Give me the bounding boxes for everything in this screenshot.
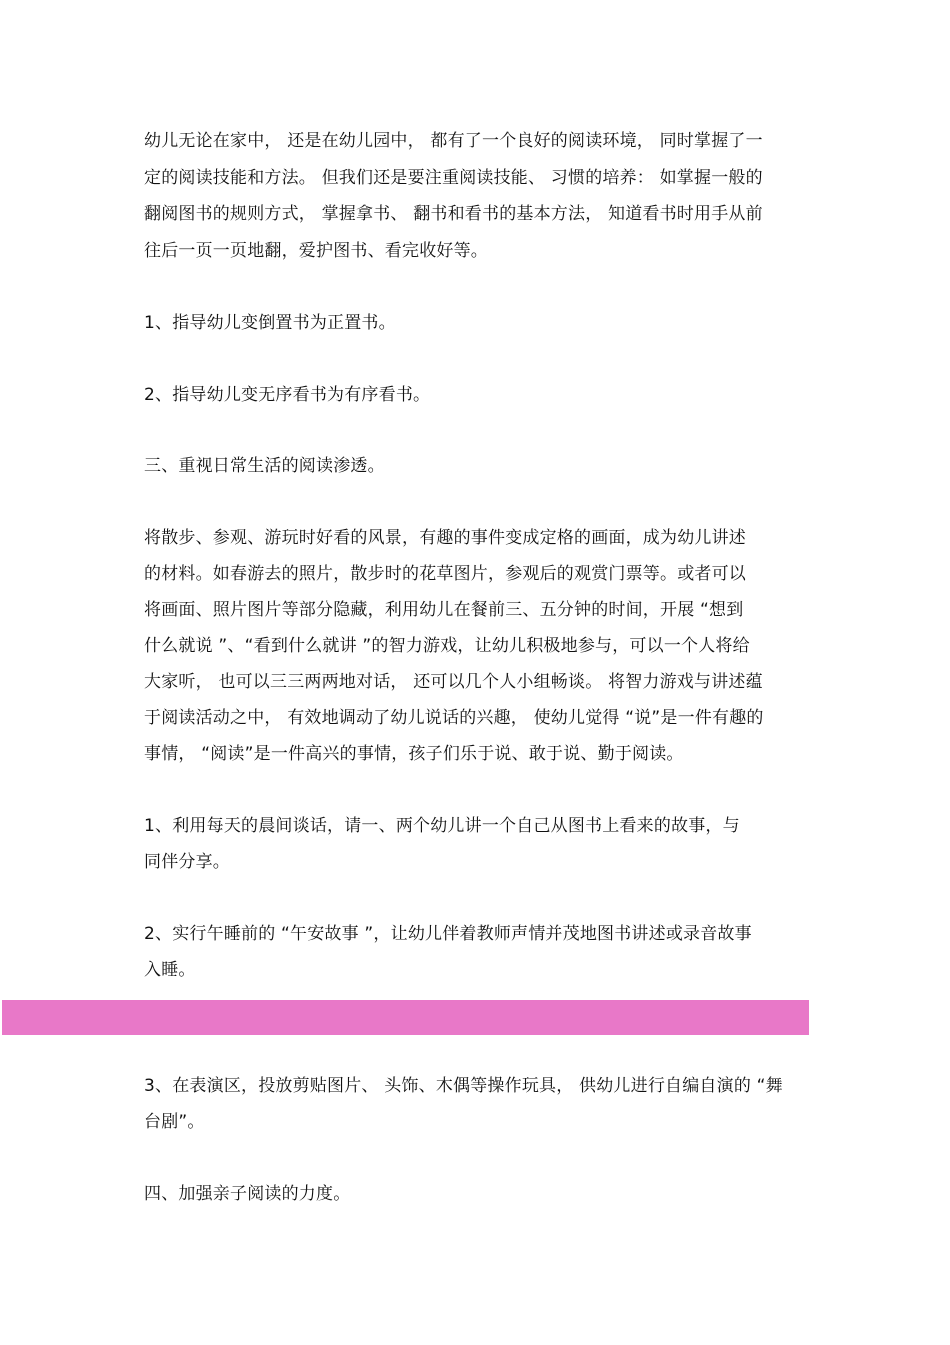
section-3-line-7: 事情， “阅读”是一件高兴的事情，孩子们乐于说、敢于说、勤于阅读。 xyxy=(144,744,684,764)
section-3-item-1-line-1: 1、利用每天的晨间谈话，请一、两个幼儿讲一个自己从图书上看来的故事，与 xyxy=(144,816,740,836)
section-3-item-3-line-2: 台剧”。 xyxy=(144,1112,205,1132)
section-3-line-4: 什么就说 ”、“看到什么就讲 ”的智力游戏，让幼儿积极地参与，可以一个人将给 xyxy=(144,636,750,656)
section-3-line-6: 于阅读活动之中， 有效地调动了幼儿说话的兴趣， 使幼儿觉得 “说”是一件有趣的 xyxy=(144,708,764,728)
section-3-line-3: 将画面、照片图片等部分隐藏，利用幼儿在餐前三、五分钟的时间，开展 “想到 xyxy=(144,600,744,620)
list-item-2: 2、指导幼儿变无序看书为有序看书。 xyxy=(144,385,431,405)
intro-line-1: 幼儿无论在家中， 还是在幼儿园中， 都有了一个良好的阅读环境， 同时掌握了一 xyxy=(144,131,763,151)
intro-line-4: 往后一页一页地翻，爱护图书、看完收好等。 xyxy=(144,241,488,261)
section-heading-3: 三、重视日常生活的阅读渗透。 xyxy=(144,456,385,476)
section-3-line-5: 大家听， 也可以三三两两地对话， 还可以几个人小组畅谈。 将智力游戏与讲述蕴 xyxy=(144,672,763,692)
section-3-item-2-line-2: 入睡。 xyxy=(144,960,196,980)
intro-line-2: 定的阅读技能和方法。 但我们还是要注重阅读技能、 习惯的培养： 如掌握一般的 xyxy=(144,168,763,188)
section-3-line-2: 的材料。如春游去的照片，散步时的花草图片，参观后的观赏门票等。或者可以 xyxy=(144,564,746,584)
section-3-item-3-line-1: 3、在表演区，投放剪贴图片、 头饰、木偶等操作玩具， 供幼儿进行自编自演的 “舞 xyxy=(144,1076,783,1096)
list-item-1: 1、指导幼儿变倒置书为正置书。 xyxy=(144,313,396,333)
intro-line-3: 翻阅图书的规则方式， 掌握拿书、 翻书和看书的基本方法， 知道看书时用手从前 xyxy=(144,204,763,224)
page-break-band xyxy=(2,1000,809,1035)
section-heading-4: 四、加强亲子阅读的力度。 xyxy=(144,1184,351,1204)
section-3-item-1-line-2: 同伴分享。 xyxy=(144,852,230,872)
section-3-item-2-line-1: 2、实行午睡前的 “午安故事 ”，让幼儿伴着教师声情并茂地图书讲述或录音故事 xyxy=(144,924,752,944)
section-3-line-1: 将散步、参观、游玩时好看的风景，有趣的事件变成定格的画面，成为幼儿讲述 xyxy=(144,528,746,548)
